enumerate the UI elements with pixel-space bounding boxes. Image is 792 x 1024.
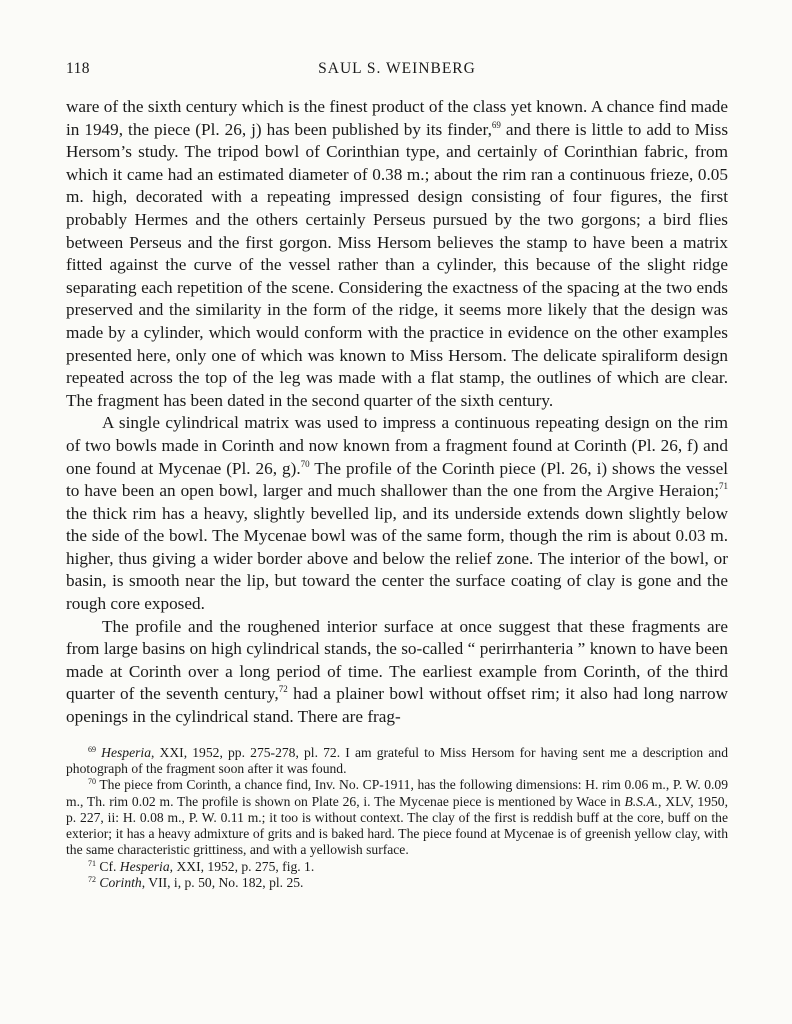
page — [66, 60, 728, 891]
paragraph-2: A single cylindrical matrix was used to impress a continuous repeating design on the rim of two bowls made in Corinth and now known from a fragment found at Corinth (Pl. 26, f) and one found at Mycenae (Pl. 26, g).$^{70}$ The profile of the Corinth piece (Pl. 26, i) shows the vessel to have been an open bowl, larger and much shallower than the one from the Argive Heraion;$^{71}$ the thick rim has a heavy, slightly bevelled lip, and its underside extends down slightly below the side of the bowl. The Mycenae bowl was of the same form, though the rim is about 0.03 m. higher, thus giving a wider border above and below the relief zone. The interior of the bowl, or basin, is smooth near the lip, but toward the center the surface coating of clay is gone and the rough core exposed. — [66, 413, 728, 614]
footnote-ref-71[interactable]: 71 — [719, 481, 728, 492]
paragraph-1: ware of the sixth century which is the finest product of the class yet known. A chance find made in 1949, the piece (Pl. 26, j) has been published by its finder,$^{69}$ and there is little to add to Miss Hersom’s study. The tripod bowl of Corinthian type, and certainly of Corinthian fabric, from which it came had an estimated diameter of 0.38 m.; about the rim ran a continuous frieze, 0.05 m. high, decorated with a repeating impressed design consisting of four figures, the first probably Hermes and the others certainly Perseus pursued by the two gorgons; a bird flies between Perseus and the first gorgon. Miss Hersom believes the stamp to have been a matrix fitted against the curve of the vessel rather than a cylinder, this because of the slight ridge separating each repetition of the scene. Considering the exactness of the spacing at the two ends preserved and the similarity in the form of the ridge, it seems more likely that the design was made by a cylinder, which would conform with the practice in evidence on the other examples presented here, only one of which was known to Miss Hersom. The delicate spiraliform design repeated across the top of the leg was made with a flat stamp, the outlines of which are clear. The fragment has been dated in the second quarter of the sixth century. — [66, 97, 729, 410]
body-text — [66, 96, 728, 729]
page-header — [66, 60, 728, 84]
page-number: 118 — [66, 60, 90, 77]
running-title: SAUL S. WEINBERG — [318, 60, 476, 77]
footnote-ref-70[interactable]: 70 — [300, 458, 310, 469]
footnote-71: $^{71}$ Cf. Hesperia, XXI, 1952, p. 275, fig. 1. — [88, 858, 315, 874]
paragraph-3: The profile and the roughened interior surface at once suggest that these fragments are from large basins on high cylindrical stands, the so-called “ perirrhanteria ” known to have been made at Corinth over a long period of time. The earliest example from Corinth, of the third quarter of the seventh century,$^{72}$ had a plainer bowl without offset rim; it also had long narrow openings in the cylindrical stand. There are frag- — [66, 616, 728, 727]
footnotes — [66, 745, 728, 892]
footnote-ref-72[interactable]: 72 — [278, 684, 288, 695]
footnote-69: $^{69}$ Hesperia, XXI, 1952, pp. 275-278, pl. 72. I am grateful to Miss Hersom for having sent me a description and photograph of the fragment soon after it was found. — [66, 744, 728, 776]
footnote-70: $^{70}$ The piece from Corinth, a chance find, Inv. No. CP-1911, has the following dimensions: H. rim 0.06 m., P. W. 0.09 m., Th. rim 0.02 m. The profile is shown on Plate 26, i. The Mycenae piece is mentioned by Wace in B.S.A., XLV, 1950, p. 227, ii: H. 0.08 m., P. W. 0.11 m.; it too is without context. The clay of the first is reddish buff at the core, buff on the exterior; it has a heavy admixture of grits and is baked hard. The piece found at Mycenae is of greenish yellow clay, with the same characteristic grittiness, and with a yellowish surface. — [66, 777, 728, 858]
footnote-72: $^{72}$ Corinth, VII, i, p. 50, No. 182, pl. 25. — [88, 875, 304, 890]
footnote-ref-69[interactable]: 69 — [491, 119, 501, 130]
